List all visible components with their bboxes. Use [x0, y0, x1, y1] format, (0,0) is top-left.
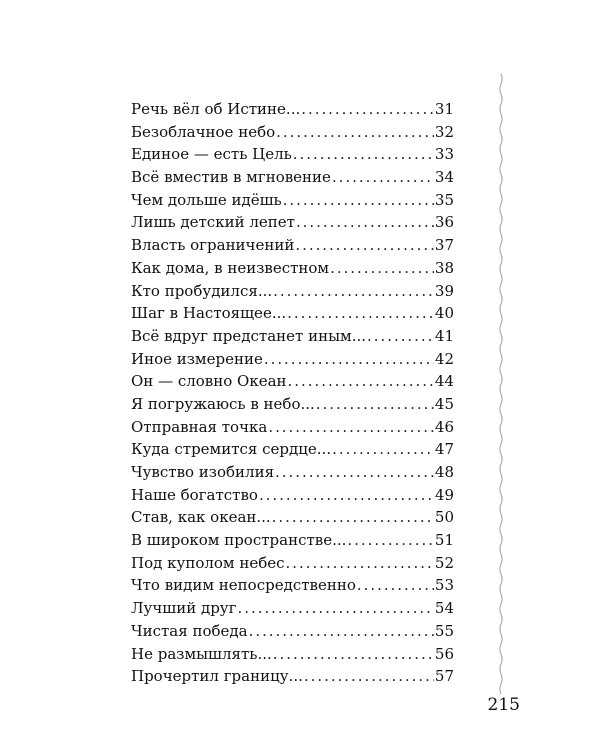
toc-entry-title: Лучший друг [131, 599, 237, 618]
toc-leader-dots [330, 257, 434, 280]
toc-entry-title: Кто пробудился... [131, 281, 273, 300]
toc-entry [131, 574, 454, 597]
toc-entry [131, 643, 454, 666]
toc-entry-title: Став, как океан... [131, 508, 271, 527]
toc-entry-page: 40 [434, 304, 454, 323]
toc-entry [131, 529, 454, 552]
toc-leader-dots [347, 529, 434, 552]
toc-leader-dots [249, 620, 434, 643]
toc-entry [131, 665, 454, 688]
toc-entry [131, 211, 454, 234]
toc-entry-page: 36 [434, 213, 454, 232]
toc-entry-title: Власть ограничений [131, 236, 295, 255]
toc-leader-dots [332, 166, 434, 189]
toc-entry-title: Иное измерение [131, 349, 263, 368]
toc-leader-dots [296, 211, 434, 234]
toc-entry-title: Чем дольше идёшь [131, 190, 282, 209]
toc-entry-page: 39 [434, 281, 454, 300]
toc-entry [131, 143, 454, 166]
toc-entry-page: 47 [434, 440, 454, 459]
toc-leader-dots [259, 484, 434, 507]
toc-entry-title: Под куполом небес [131, 553, 285, 572]
toc-entry [131, 461, 454, 484]
toc-entry [131, 280, 454, 303]
toc-leader-dots [286, 552, 434, 575]
toc-entry-page: 52 [434, 553, 454, 572]
toc-leader-dots [287, 302, 434, 325]
toc-leader-dots [332, 438, 434, 461]
toc-leader-dots [288, 370, 434, 393]
toc-leader-dots [268, 416, 434, 439]
toc-entry [131, 166, 454, 189]
toc-entry [131, 348, 454, 371]
toc-entry-title: Наше богатство [131, 485, 258, 504]
toc-entry [131, 393, 454, 416]
toc-entry-page: 56 [434, 644, 454, 663]
toc-leader-dots [304, 665, 434, 688]
toc-entry-page: 57 [434, 667, 454, 686]
toc-entry-title: В широком пространстве... [131, 531, 347, 550]
toc-entry-page: 41 [434, 326, 454, 345]
toc-entry-title: Он — словно Океан [131, 372, 287, 391]
toc-entry-page: 35 [434, 190, 454, 209]
toc-leader-dots [295, 234, 434, 257]
toc-leader-dots [357, 574, 434, 597]
toc-entry [131, 234, 454, 257]
decorative-wavy-rule [494, 74, 508, 694]
toc-entry [131, 438, 454, 461]
toc-entry-title: Безоблачное небо [131, 122, 276, 141]
toc-entry-title: Единое — есть Цель [131, 145, 292, 164]
toc-entry-page: 53 [434, 576, 454, 595]
toc-entry-page: 50 [434, 508, 454, 527]
toc-leader-dots [264, 348, 434, 371]
toc-leader-dots [276, 121, 434, 144]
toc-leader-dots [273, 643, 434, 666]
toc-entry-page: 33 [434, 145, 454, 164]
toc-entry [131, 416, 454, 439]
toc-entry-page: 45 [434, 394, 454, 413]
toc-entry-title: Отправная точка [131, 417, 268, 436]
toc-entry [131, 189, 454, 212]
toc-leader-dots [293, 143, 434, 166]
toc-entry [131, 257, 454, 280]
toc-leader-dots [273, 280, 434, 303]
toc-entry [131, 370, 454, 393]
toc-entry-title: Что видим непосредственно [131, 576, 356, 595]
toc-entry-title: Чувство изобилия [131, 463, 275, 481]
toc-entry-page: 48 [434, 463, 454, 481]
toc-entry [131, 121, 454, 144]
toc-entry-page: 31 [434, 100, 454, 118]
table-of-contents [131, 98, 454, 688]
toc-entry-page: 51 [434, 531, 454, 550]
toc-leader-dots [367, 325, 434, 348]
toc-leader-dots [275, 461, 434, 484]
toc-entry-page: 34 [434, 168, 454, 187]
toc-entry-page: 32 [434, 122, 454, 141]
toc-leader-dots [238, 597, 434, 620]
toc-entry-page: 49 [434, 485, 454, 504]
toc-entry-page: 55 [434, 621, 454, 640]
toc-entry [131, 484, 454, 507]
toc-entry-title: Как дома, в неизвестном [131, 258, 330, 277]
toc-entry-title: Не размышлять... [131, 644, 272, 663]
toc-leader-dots [283, 189, 434, 212]
toc-entry [131, 506, 454, 529]
toc-leader-dots [272, 506, 434, 529]
toc-entry-title: Лишь детский лепет [131, 213, 295, 232]
toc-entry-title: Всё вдруг предстанет иным... [131, 326, 367, 345]
toc-entry-page: 44 [434, 372, 454, 391]
toc-leader-dots [316, 393, 434, 416]
toc-entry-title: Я погружаюсь в небо... [131, 394, 315, 413]
toc-entry-title: Чистая победа [131, 621, 248, 640]
toc-entry [131, 597, 454, 620]
toc-entry-page: 42 [434, 349, 454, 368]
toc-entry-page: 54 [434, 599, 454, 618]
toc-entry-page: 46 [434, 417, 454, 436]
toc-entry [131, 552, 454, 575]
toc-entry-title: Шаг в Настоящее... [131, 304, 287, 323]
toc-entry-title: Прочертил границу... [131, 667, 303, 686]
toc-entry-title: Речь вёл об Истине... [131, 100, 301, 118]
toc-entry [131, 620, 454, 643]
toc-entry [131, 302, 454, 325]
toc-entry [131, 98, 454, 121]
toc-leader-dots [301, 98, 434, 121]
toc-entry-title: Куда стремится сердце... [131, 440, 332, 459]
page-number: 215 [487, 695, 520, 715]
toc-entry-page: 38 [434, 258, 454, 277]
toc-entry-title: Всё вместив в мгновение [131, 168, 331, 187]
toc-entry-page: 37 [434, 236, 454, 255]
toc-entry [131, 325, 454, 348]
